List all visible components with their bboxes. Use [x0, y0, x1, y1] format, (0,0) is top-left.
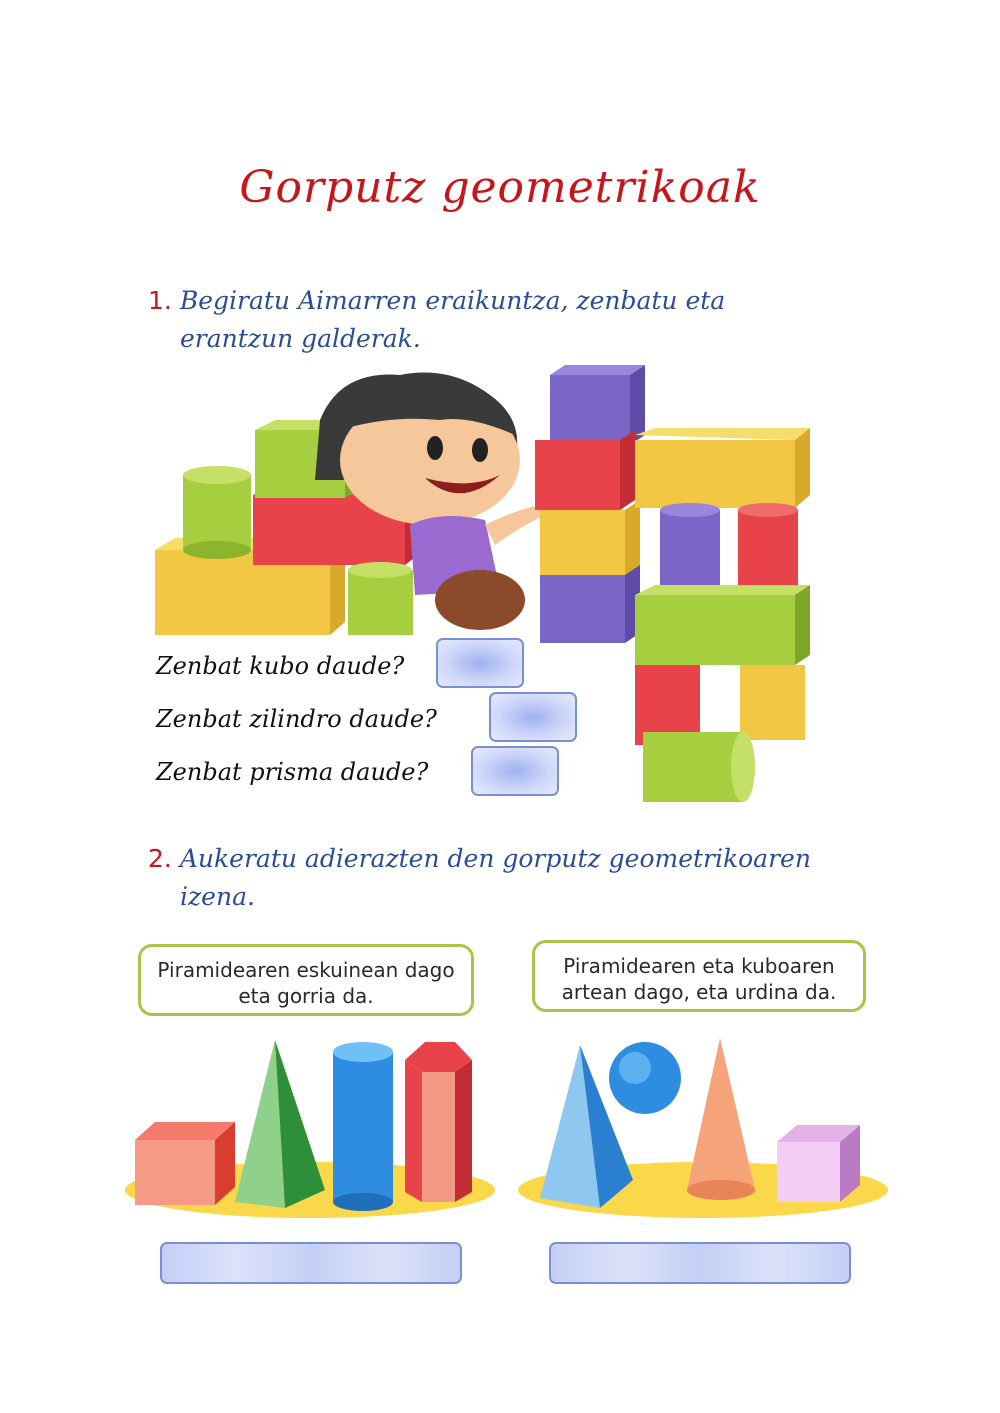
question-1-line2: erantzun galderak.	[180, 324, 421, 353]
clue-left-line1: Piramidearen eskuinean dago	[157, 958, 455, 982]
question-2-number: 2.	[148, 844, 172, 873]
middle-blocks	[535, 365, 645, 643]
page-title: Gorputz geometrikoak	[239, 162, 761, 213]
right-blocks	[635, 428, 810, 802]
question-prisms-label: Zenbat prisma daude?	[156, 758, 429, 786]
answer-cylinders-input[interactable]	[489, 692, 577, 742]
clue-left-bubble	[138, 944, 474, 1016]
answer-left-shape-select[interactable]	[160, 1242, 462, 1284]
cylinder-icon	[333, 1042, 393, 1211]
hexagonal-prism-icon	[405, 1042, 472, 1202]
question-1-instruction	[148, 282, 908, 358]
question-2-instruction	[148, 840, 928, 916]
question-cubes-label: Zenbat kubo daude?	[156, 652, 405, 680]
left-shapes-illustration	[120, 1030, 500, 1220]
cube-icon	[777, 1125, 860, 1202]
cone-icon	[687, 1038, 755, 1200]
question-2-line1: Aukeratu adierazten den gorputz geometrikoaren	[179, 844, 811, 873]
block-tower-illustration	[140, 360, 870, 810]
clue-left-line2: eta gorria da.	[238, 984, 374, 1008]
clue-right-line2: artean dago, eta urdina da.	[561, 980, 837, 1004]
question-cylinders-label: Zenbat zilindro daude?	[156, 705, 437, 733]
question-1-line1: Begiratu Aimarren eraikuntza, zenbatu eta	[179, 286, 726, 315]
right-shapes-illustration	[515, 1030, 890, 1220]
answer-right-shape-select[interactable]	[549, 1242, 851, 1284]
question-2-line2: izena.	[180, 882, 255, 911]
sphere-icon	[609, 1042, 681, 1114]
clue-right-line1: Piramidearen eta kuboaren	[563, 954, 835, 978]
clue-right-bubble	[532, 940, 866, 1012]
question-1-number: 1.	[148, 286, 172, 315]
answer-prisms-input[interactable]	[471, 746, 559, 796]
cube-icon	[135, 1122, 235, 1205]
pyramid-icon	[235, 1040, 325, 1208]
answer-cubes-input[interactable]	[436, 638, 524, 688]
